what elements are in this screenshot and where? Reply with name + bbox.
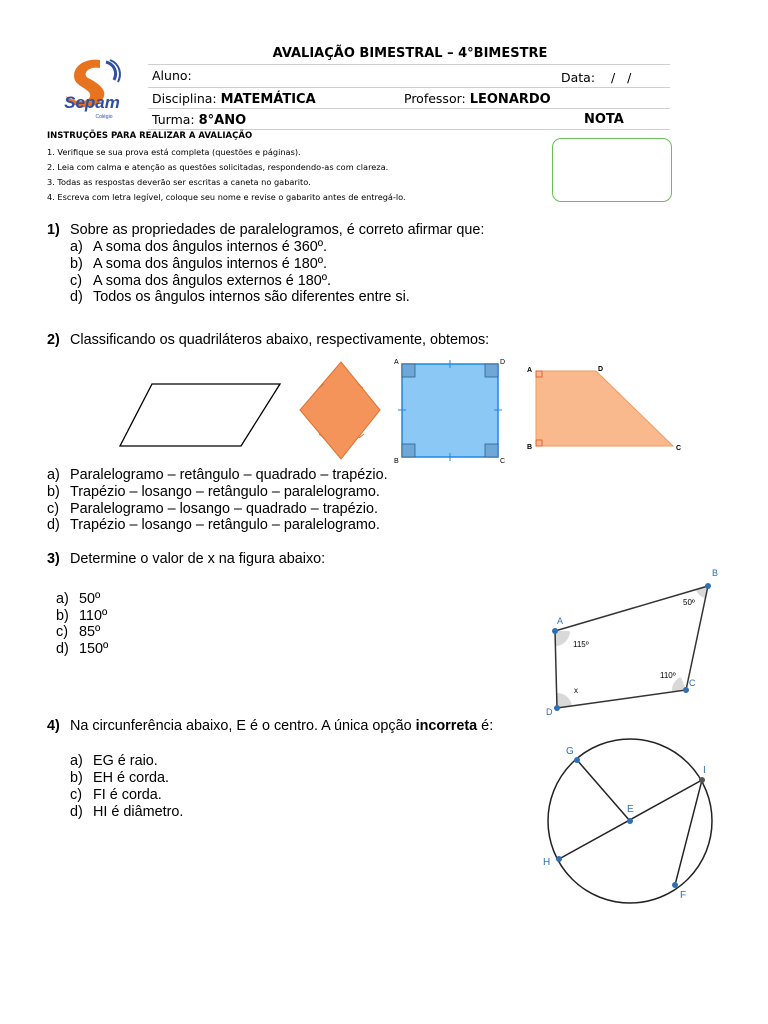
point-e [627,818,633,824]
option-4d[interactable]: d) HI é diâmetro. [70,804,184,820]
segment-fi [675,780,702,885]
point-h [556,856,562,862]
disciplina-field [152,91,316,107]
square-label: A [394,359,399,366]
instructions-title: INSTRUÇÕES PARA REALIZAR A AVALIAÇÃO [47,131,253,141]
point-label: I [703,765,706,776]
question-number: 2) [47,332,60,348]
parallelogram-shape [120,384,280,446]
option-1b[interactable]: b) A soma dos ângulos internos é 180º. [70,256,328,272]
point-label: F [680,890,687,901]
quadrilaterals-figure [110,354,700,470]
option-1c[interactable]: c) A soma dos ângulos externos é 180º. [70,273,332,289]
point-label: G [566,746,574,757]
square-label: C [500,458,506,465]
nota-label: NOTA [584,112,624,127]
grade-box[interactable] [552,138,672,202]
option-3d[interactable]: d) 150º [56,641,109,657]
instruction-item: 3. Todas as respostas deverão ser escritas a caneta no gabarito. [47,177,311,187]
vertex-label: C [689,678,696,688]
trapezoid-label: C [676,445,682,452]
square-label: B [394,458,399,465]
question-text: Determine o valor de x na figura abaixo: [70,551,326,567]
logo-text: Sepam [64,93,120,112]
professor-value: LEONARDO [469,92,551,107]
point-i [699,777,705,783]
data-value: / / [611,70,632,85]
point-b [705,583,711,589]
option-4a[interactable]: a) EG é raio. [70,753,158,769]
segment-eg [577,760,630,821]
question-text: Na circunferência abaixo, E é o centro. A única opção [70,718,416,734]
option-1a[interactable]: a) A soma dos ângulos internos é 360º. [70,239,328,255]
angle-label: 110º [660,671,676,680]
circle-figure [535,735,730,905]
option-2d[interactable]: d) Trapézio – losango – retângulo – paralelogramo. [47,517,380,533]
question-text: Classificando os quadriláteros abaixo, respectivamente, obtemos: [70,332,490,348]
rhombus-shape [300,362,380,459]
vertex-label: A [557,616,564,626]
instruction-item: 2. Leia com calma e atenção as questões solicitadas, respondendo-as com clareza. [47,162,389,172]
instruction-item: 4. Escreva com letra legível, coloque seu nome e revise o gabarito antes de entregá-lo. [47,192,406,202]
quadrilateral-angles-figure [540,560,730,720]
question-text-emphasis: incorreta [415,718,478,734]
trapezoid-label: B [527,444,533,451]
angle-label: 50º [683,598,695,607]
option-3a[interactable]: a) 50º [56,591,101,607]
option-4b[interactable]: b) EH é corda. [70,770,169,786]
header-divider [148,87,670,88]
question-1 [47,222,484,238]
square-label: D [500,359,506,366]
turma-field [152,112,246,128]
instruction-item: 1. Verifique se sua prova está completa (questões e páginas). [47,147,301,157]
option-2b[interactable]: b) Trapézio – losango – retângulo – paralelogramo. [47,484,380,500]
vertex-label: D [546,707,553,717]
point-label: E [627,804,634,815]
trapezoid-shape [536,371,673,446]
exam-title: AVALIAÇÃO BIMESTRAL – 4°BIMESTRE [272,46,548,61]
point-label: H [543,857,551,868]
point-g [574,757,580,763]
trapezoid-label: A [527,367,533,374]
angle-label: 115º [573,640,589,649]
turma-label: Turma: [152,112,195,127]
question-4 [47,718,493,734]
question-number: 3) [47,551,60,567]
aluno-label: Aluno: [152,68,192,83]
option-4c[interactable]: c) FI é corda. [70,787,162,803]
question-number: 4) [47,718,60,734]
logo-subtext: Colégio [95,114,113,120]
data-label: Data: [561,70,596,85]
angle-label: x [574,686,578,695]
option-2c[interactable]: c) Paralelogramo – losango – quadrado – trapézio. [47,501,379,517]
option-2a[interactable]: a) Paralelogramo – retângulo – quadrado – trapézio. [47,467,388,483]
option-1d[interactable]: d) Todos os ângulos internos são diferentes entre si. [70,289,410,305]
question-3 [47,551,325,567]
disciplina-label: Disciplina: [152,91,217,106]
question-text: é: [477,718,494,734]
header-divider [148,64,670,65]
option-3c[interactable]: c) 85º [56,624,101,640]
question-2 [47,332,489,348]
professor-field [404,91,551,107]
square-shape [402,364,498,457]
disciplina-value: MATEMÁTICA [220,92,316,107]
professor-label: Professor: [404,91,466,106]
header-divider [148,108,670,109]
school-logo [52,56,132,122]
turma-value: 8°ANO [198,113,247,128]
option-3b[interactable]: b) 110º [56,608,108,624]
question-text: Sobre as propriedades de paralelogramos, é correto afirmar que: [70,222,485,238]
vertex-label: B [712,568,719,578]
point-f [672,882,678,888]
point-a [552,628,558,634]
header-divider [148,129,670,130]
question-number: 1) [47,222,60,238]
trapezoid-label: D [598,366,604,373]
point-d [554,705,560,711]
